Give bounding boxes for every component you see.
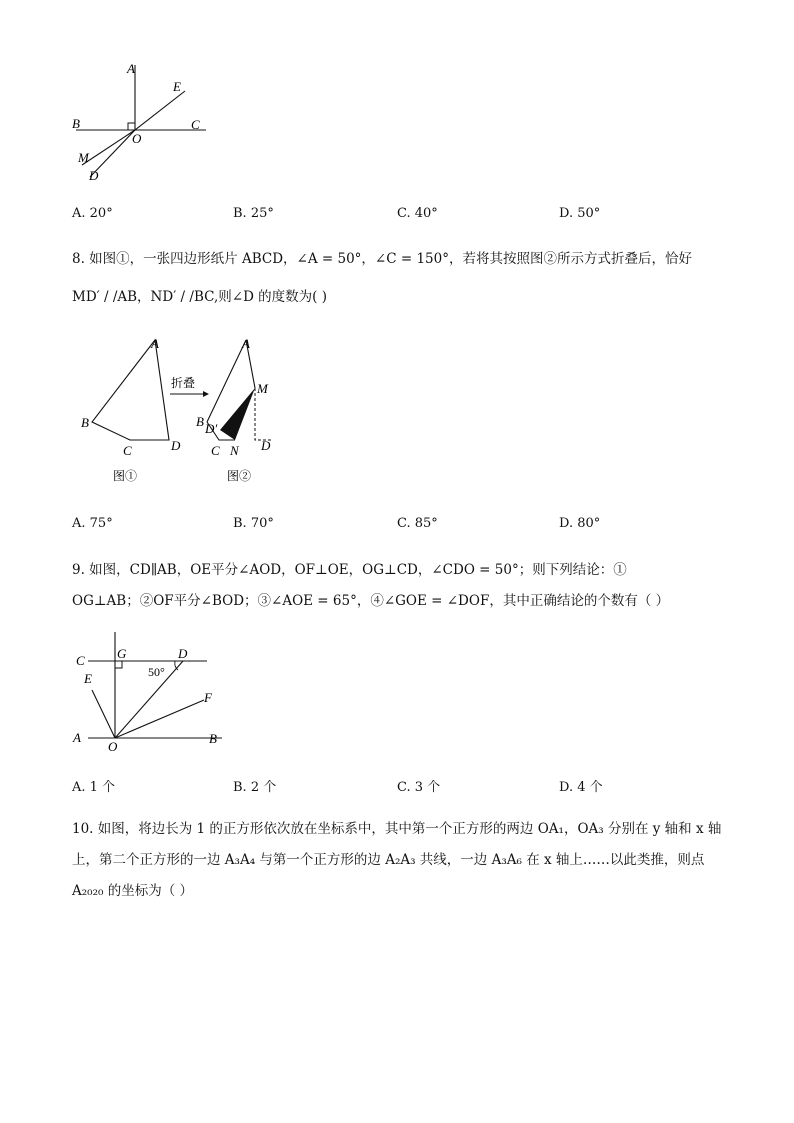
- q8-figure: [75, 330, 295, 490]
- q8-text-line2: MD′ / /AB，ND′ / /BC,则∠D 的度数为( ): [72, 289, 328, 305]
- q9-label-f: F: [204, 690, 212, 705]
- q7-label-c: C: [191, 117, 200, 132]
- q8-f2-c: C: [211, 443, 220, 458]
- q8-option-c[interactable]: C. 85°: [397, 516, 438, 531]
- q8-text-line1: 8. 如图①，一张四边形纸片 ABCD，∠A = 50°，∠C = 150°，若将其按照图②所示方式折叠后，恰好: [72, 251, 692, 267]
- q9-label-angle: 50°: [148, 665, 165, 679]
- q8-f2-caption: 图②: [227, 469, 252, 483]
- q7-option-b[interactable]: B. 25°: [233, 206, 274, 221]
- q8-f1-b: B: [81, 415, 89, 430]
- q9-option-b[interactable]: B. 2 个: [233, 780, 277, 795]
- q9-label-d: D: [178, 646, 188, 661]
- q7-option-c[interactable]: C. 40°: [397, 206, 438, 221]
- q7-label-o: O: [132, 131, 142, 146]
- q7-label-e: E: [173, 79, 181, 94]
- q10-text-line3: A₂₀₂₀ 的坐标为（ ）: [72, 883, 193, 899]
- q8-fold-label: 折叠: [171, 376, 196, 390]
- q7-figure: [60, 55, 220, 190]
- q9-option-d[interactable]: D. 4 个: [559, 780, 603, 795]
- q8-option-d[interactable]: D. 80°: [559, 516, 601, 531]
- q9-option-a[interactable]: A. 1 个: [72, 780, 116, 795]
- q8-f1-c: C: [123, 443, 132, 458]
- arrow-right-icon: [203, 391, 209, 397]
- q8-f1-caption: 图①: [113, 469, 138, 483]
- q7-label-m: M: [78, 150, 89, 165]
- q8-option-a[interactable]: A. 75°: [72, 516, 113, 531]
- q9-text-line2: OG⊥AB；②OF平分∠BOD；③∠AOE = 65°，④∠GOE = ∠DOF，其中正确结论的个数有（ ）: [72, 593, 670, 609]
- q9-text-line1: 9. 如图，CD∥AB，OE平分∠AOD，OF⊥OE，OG⊥CD，∠CDO = 50°；则下列结论：①: [72, 562, 627, 578]
- q8-f2-b: B: [196, 414, 204, 429]
- q8-f2-m: M: [257, 381, 268, 396]
- q9-option-c[interactable]: C. 3 个: [397, 780, 441, 795]
- q7-label-d: D: [89, 168, 99, 183]
- q9-label-c: C: [76, 653, 85, 668]
- q7-label-b: B: [72, 116, 80, 131]
- q9-figure: [70, 628, 230, 756]
- q8-f2-n: N: [230, 443, 239, 458]
- q9-label-a: A: [73, 730, 81, 745]
- q9-label-o: O: [108, 739, 118, 754]
- q7-label-a: A: [127, 61, 135, 76]
- q8-f2-a: A: [242, 336, 250, 351]
- q8-option-b[interactable]: B. 70°: [233, 516, 274, 531]
- q7-option-d[interactable]: D. 50°: [559, 206, 601, 221]
- q8-f2-d: D: [261, 438, 271, 453]
- q9-label-e: E: [84, 671, 92, 686]
- q8-f2-dprime: D′: [205, 421, 218, 436]
- q10-text-line2: 上，第二个正方形的一边 A₃A₄ 与第一个正方形的边 A₂A₃ 共线，一边 A₃A₆ 在 x 轴上……以此类推，则点: [72, 852, 705, 868]
- q9-label-b: B: [209, 731, 217, 746]
- q8-f1-a: A: [151, 336, 159, 351]
- q9-label-g: G: [117, 646, 127, 661]
- q10-text-line1: 10. 如图，将边长为 1 的正方形依次放在坐标系中，其中第一个正方形的两边 OA₁，OA₃ 分别在 y 轴和 x 轴: [72, 821, 722, 837]
- q8-f1-d: D: [171, 438, 181, 453]
- q7-option-a[interactable]: A. 20°: [72, 206, 113, 221]
